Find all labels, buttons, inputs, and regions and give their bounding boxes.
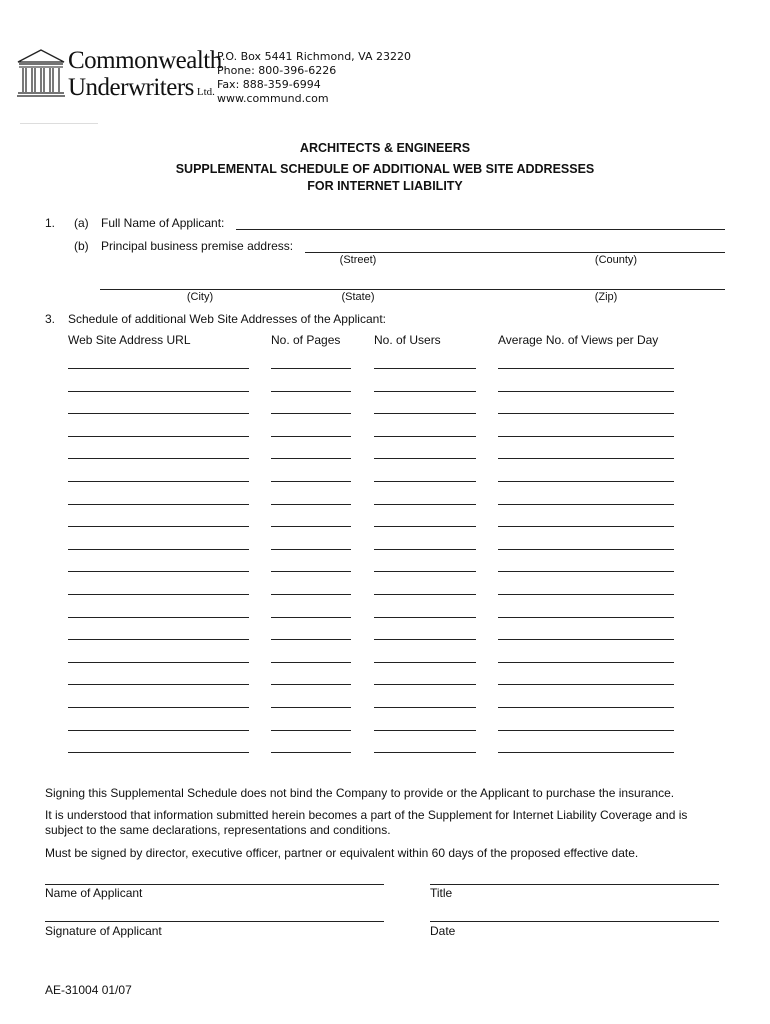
- url-field[interactable]: [68, 662, 249, 663]
- section-3-number: 3.: [45, 312, 56, 326]
- pages-field[interactable]: [271, 504, 351, 505]
- name-of-applicant-label: Name of Applicant: [45, 886, 143, 900]
- pages-field[interactable]: [271, 752, 351, 753]
- contact-address: P.O. Box 5441 Richmond, VA 23220: [217, 50, 412, 63]
- contact-web: www.commund.com: [217, 92, 329, 105]
- views-field[interactable]: [498, 549, 674, 550]
- title-label: Title: [430, 886, 453, 900]
- users-field[interactable]: [374, 707, 476, 708]
- views-field[interactable]: [498, 413, 674, 414]
- schedule-label: Schedule of additional Web Site Addresses of the Applicant:: [68, 312, 386, 326]
- views-field[interactable]: [498, 639, 674, 640]
- url-field[interactable]: [68, 504, 249, 505]
- signature-label: Signature of Applicant: [45, 924, 162, 938]
- pages-field[interactable]: [271, 707, 351, 708]
- city-caption: (City): [186, 291, 214, 303]
- pages-field[interactable]: [271, 571, 351, 572]
- url-field[interactable]: [68, 413, 249, 414]
- applicant-name-field[interactable]: [236, 229, 725, 230]
- users-field[interactable]: [374, 504, 476, 505]
- pages-field[interactable]: [271, 481, 351, 482]
- title-line[interactable]: [430, 884, 719, 885]
- pages-field[interactable]: [271, 368, 351, 369]
- url-field[interactable]: [68, 368, 249, 369]
- column-header-pages: No. of Pages: [271, 333, 341, 347]
- users-field[interactable]: [374, 368, 476, 369]
- views-field[interactable]: [498, 730, 674, 731]
- form-title-line1: ARCHITECTS & ENGINEERS: [299, 141, 471, 155]
- views-field[interactable]: [498, 707, 674, 708]
- users-field[interactable]: [374, 458, 476, 459]
- users-field[interactable]: [374, 481, 476, 482]
- company-name-underwriters: Underwriters: [68, 74, 194, 101]
- views-field[interactable]: [498, 391, 674, 392]
- date-label: Date: [430, 924, 456, 938]
- views-field[interactable]: [498, 481, 674, 482]
- url-field[interactable]: [68, 684, 249, 685]
- pages-field[interactable]: [271, 617, 351, 618]
- pages-field[interactable]: [271, 526, 351, 527]
- zip-caption: (Zip): [594, 291, 618, 303]
- city-state-zip-field[interactable]: [100, 289, 725, 290]
- company-name-line1: Commonwealth: [68, 47, 222, 74]
- url-field[interactable]: [68, 436, 249, 437]
- pages-field[interactable]: [271, 413, 351, 414]
- street-address-field[interactable]: [305, 252, 725, 253]
- item-b-marker: (b): [74, 239, 89, 253]
- pages-field[interactable]: [271, 730, 351, 731]
- pages-field[interactable]: [271, 639, 351, 640]
- premise-address-label: Principal business premise address:: [101, 239, 294, 253]
- statement-understood-line2: subject to the same declarations, representations and conditions.: [45, 823, 391, 837]
- street-caption: (Street): [339, 254, 377, 266]
- url-field[interactable]: [68, 571, 249, 572]
- url-field[interactable]: [68, 458, 249, 459]
- views-field[interactable]: [498, 617, 674, 618]
- state-caption: (State): [341, 291, 375, 303]
- applicant-name-label: Full Name of Applicant:: [101, 216, 225, 230]
- views-field[interactable]: [498, 526, 674, 527]
- users-field[interactable]: [374, 752, 476, 753]
- company-name-line2: [68, 75, 215, 105]
- url-field[interactable]: [68, 752, 249, 753]
- views-field[interactable]: [498, 571, 674, 572]
- pages-field[interactable]: [271, 391, 351, 392]
- views-field[interactable]: [498, 662, 674, 663]
- pages-field[interactable]: [271, 594, 351, 595]
- pages-field[interactable]: [271, 549, 351, 550]
- column-header-views: Average No. of Views per Day: [498, 333, 659, 347]
- url-field[interactable]: [68, 594, 249, 595]
- users-field[interactable]: [374, 594, 476, 595]
- form-id: AE-31004 01/07: [45, 983, 132, 997]
- views-field[interactable]: [498, 684, 674, 685]
- column-header-users: No. of Users: [374, 333, 441, 347]
- url-field[interactable]: [68, 639, 249, 640]
- form-title-line3: FOR INTERNET LIABILITY: [307, 179, 463, 193]
- url-field[interactable]: [68, 730, 249, 731]
- item-a-marker: (a): [74, 216, 89, 230]
- url-field[interactable]: [68, 549, 249, 550]
- url-field[interactable]: [68, 526, 249, 527]
- users-field[interactable]: [374, 730, 476, 731]
- pages-field[interactable]: [271, 684, 351, 685]
- users-field[interactable]: [374, 526, 476, 527]
- users-field[interactable]: [374, 617, 476, 618]
- county-caption: (County): [594, 254, 638, 266]
- views-field[interactable]: [498, 368, 674, 369]
- url-field[interactable]: [68, 707, 249, 708]
- company-suffix: Ltd.: [196, 86, 215, 98]
- users-field[interactable]: [374, 549, 476, 550]
- users-field[interactable]: [374, 662, 476, 663]
- name-of-applicant-line[interactable]: [45, 884, 384, 885]
- building-columns-icon: [16, 48, 66, 100]
- url-field[interactable]: [68, 391, 249, 392]
- column-header-url: Web Site Address URL: [68, 333, 191, 347]
- views-field[interactable]: [498, 594, 674, 595]
- pages-field[interactable]: [271, 662, 351, 663]
- views-field[interactable]: [498, 436, 674, 437]
- signature-line[interactable]: [45, 921, 384, 922]
- pages-field[interactable]: [271, 458, 351, 459]
- section-1-number: 1.: [45, 216, 56, 230]
- users-field[interactable]: [374, 684, 476, 685]
- contact-phone: Phone: 800-396-6226: [217, 64, 337, 77]
- date-line[interactable]: [430, 921, 719, 922]
- users-field[interactable]: [374, 571, 476, 572]
- contact-fax: Fax: 888-359-6994: [217, 78, 321, 91]
- views-field[interactable]: [498, 504, 674, 505]
- statement-signing-requirement: Must be signed by director, executive officer, partner or equivalent within 60 days of the proposed effective date.: [45, 846, 639, 860]
- users-field[interactable]: [374, 639, 476, 640]
- statement-binding: Signing this Supplemental Schedule does not bind the Company to provide or the Applicant to purchase the insurance.: [45, 786, 675, 800]
- header-divider: [20, 123, 98, 124]
- views-field[interactable]: [498, 458, 674, 459]
- statement-understood-line1: It is understood that information submitted herein becomes a part of the Supplement for Internet Liability Coverage and is: [45, 808, 688, 822]
- users-field[interactable]: [374, 436, 476, 437]
- url-field[interactable]: [68, 617, 249, 618]
- views-field[interactable]: [498, 752, 674, 753]
- users-field[interactable]: [374, 391, 476, 392]
- form-title-line2: SUPPLEMENTAL SCHEDULE OF ADDITIONAL WEB SITE ADDRESSES: [175, 162, 595, 176]
- users-field[interactable]: [374, 413, 476, 414]
- url-field[interactable]: [68, 481, 249, 482]
- pages-field[interactable]: [271, 436, 351, 437]
